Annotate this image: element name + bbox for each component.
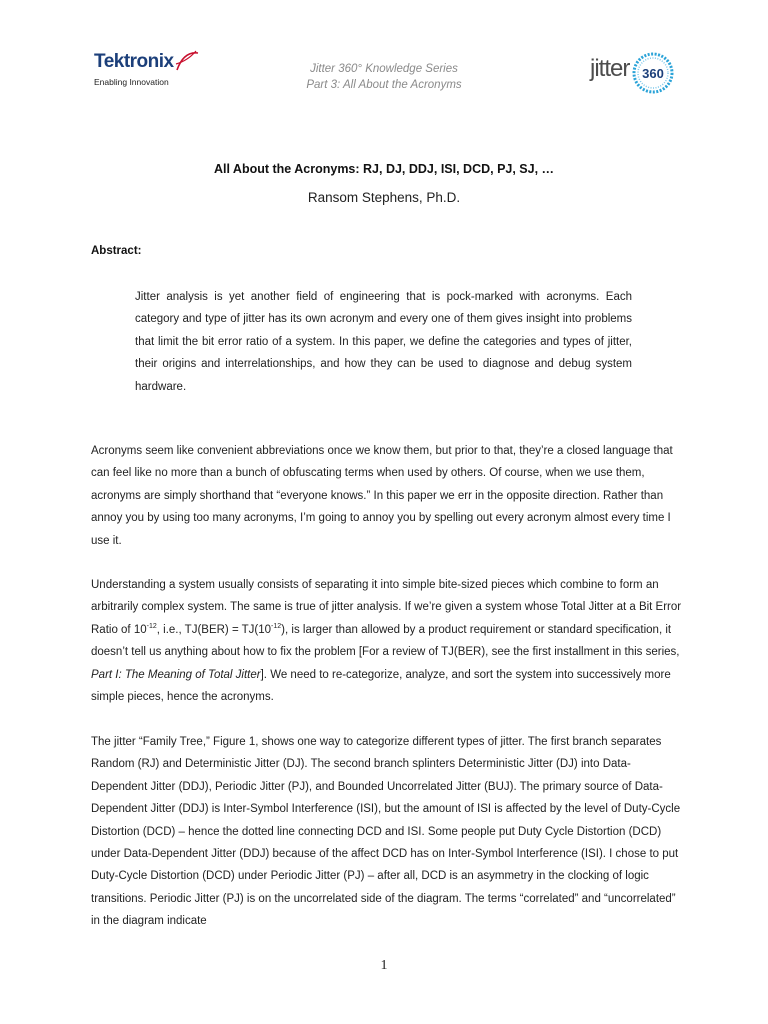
brand-name-text: Tektronix (94, 51, 174, 72)
p2-text-a: Understanding a system usually consists of separating it into simple bite-sized pieces which combine to form an arbitrarily complex system. The same is true of jitter analysis. If we’re given a system whose Total Jitter at a Bit Error Ratio of 10 (91, 579, 682, 636)
p2-text-b: , i.e., TJ(BER) = TJ(10 (156, 623, 272, 636)
abstract-label: Abstract: (91, 245, 142, 257)
ring-360-icon (628, 48, 678, 98)
jitter-360-logo (588, 48, 688, 98)
p2-sup-2: -12 (271, 622, 282, 630)
p2-text-d: ]. We need to re-categorize, analyze, and sort the system into successively more simple pieces, hence the acronyms. (91, 668, 671, 704)
abstract-text: Jitter analysis is yet another field of engineering that is pock-marked with acronyms. Each category and type of jitter has its own acronym and every one of them gives insight into problems that limit the bit error ratio of a system. In this paper, we define the categories and types of jitter, their origins and interrelationships, and how they can be used to diagnose and debug system hardware. (135, 291, 632, 393)
page-title: All About the Acronyms: RJ, DJ, DDJ, ISI, DCD, PJ, SJ, … (213, 162, 555, 176)
ring-360-number: 360 (642, 66, 664, 81)
jitter-logo-word: jitter (590, 55, 630, 82)
body-paragraph-1: Acronyms seem like convenient abbreviations once we know them, but prior to that, they’re a closed language that can feel like no more than a bunch of obfuscating terms when used by others. Of course, when we use them, acronyms are simply shorthand that “everyone knows.” In this paper we err in the opposite direction. Rather than annoy you by using too many acronyms, I’m going to annoy you by spelling out every acronym almost every time I use it. (91, 445, 673, 547)
p2-text-c: ), is larger than allowed by a product requirement or standard specification, it doesn’t tell us anything about how to fix the problem [For a review of TJ(BER), see the first installment in this series, (91, 623, 680, 659)
series-title: Jitter 360° Knowledge Series (310, 63, 458, 75)
p2-sup-1: -12 (146, 622, 157, 630)
page-number: 1 (380, 958, 388, 973)
series-part: Part 3: All About the Acronyms (306, 79, 462, 91)
body-paragraph-2 (91, 574, 683, 708)
body-paragraph-3: The jitter “Family Tree,” Figure 1, shows one way to categorize different types of jitter. The first branch separates Random (RJ) and Deterministic Jitter (DJ). The second branch splinters Deterministic Jitter (DJ) into Data-Dependent Jitter (DDJ), Periodic Jitter (PJ), and Bounded Uncorrelated Jitter (BUJ). The primary source of Data-Dependent Jitter (DDJ) is Inter-Symbol Interference (ISI), but the amount of ISI is affected by the level of Duty-Cycle Distortion (DCD) – hence the dotted line connecting DCD and ISI. Some people put Duty Cycle Distortion (DCD) under Data-Dependent Jitter (DDJ) because of the affect DCD has on Inter-Symbol Interference (ISI). I chose to put Duty-Cycle Distortion (DCD) under Periodic Jitter (PJ) – after all, DCD is an asymmetry in the clocking of logic transitions. Periodic Jitter (PJ) is on the uncorrelated side of the diagram. The terms “correlated” and “uncorrelated” in the diagram indicate (91, 736, 681, 928)
author: Ransom Stephens, Ph.D. (307, 190, 461, 205)
p2-italic-reference: Part I: The Meaning of Total Jitter (91, 668, 261, 681)
brand-tagline: Enabling Innovation (94, 77, 169, 87)
